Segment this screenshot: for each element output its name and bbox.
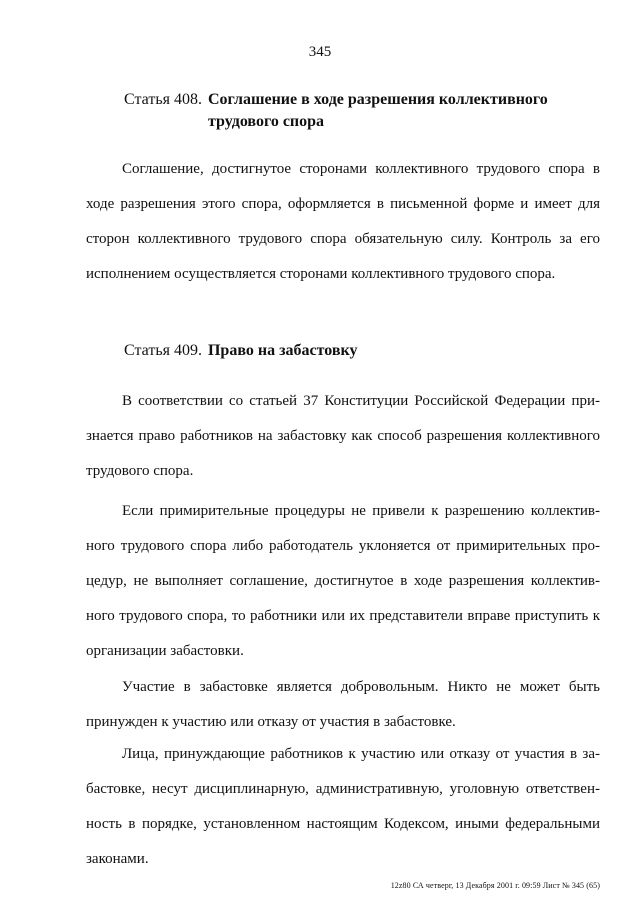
article-408-paragraph-1: Соглашение, достигнутое сторонами коллективного трудового спора в ходе разрешения этого спора, оформляется в письменной форме и имеет для сторон коллективного трудового спора обязательную силу. Контроль за его исполнением осуществляется сторонами коллективного трудового спора. <box>86 161 600 282</box>
article-408-number: Статья 408. <box>124 91 202 108</box>
article-408-heading <box>124 89 604 133</box>
print-footer: 12z80 СА четверг, 13 Декабря 2001 г. 09:59 Лист № 345 (65) <box>390 881 600 890</box>
article-409-title: Право на забастовку <box>207 342 358 359</box>
article-408-title: Соглашение в ходе разрешения коллективного трудового спора <box>207 91 548 130</box>
article-409-paragraph-1: В соответствии со статьей 37 Конституции Российской Федерации признается право работников на забастовку как способ разрешения коллективного трудового спора. <box>86 393 600 479</box>
article-409-heading <box>124 340 604 362</box>
article-409-number: Статья 409. <box>124 342 202 359</box>
article-409-paragraph-2: Если примирительные процедуры не привели к разрешению коллективного трудового спора либо работодатель уклоняется от примирительных процедур, не выполняет соглашение, достигнутое в ходе разрешения коллективного трудового спора, то работники или их представители вправе приступить к организации забастовки. <box>86 503 600 659</box>
article-409-paragraph-4: Лица, принуждающие работников к участию или отказу от участия в забастовке, несут дисциплинарную, административную, уголовную ответственность в порядке, установленном настоящим Кодексом, иными федеральными законами. <box>86 746 600 867</box>
article-409-paragraph-3: Участие в забастовке является добровольным. Никто не может быть принужден к участию или отказу от участия в забастовке. <box>86 679 600 730</box>
page-number: 345 <box>308 44 332 60</box>
